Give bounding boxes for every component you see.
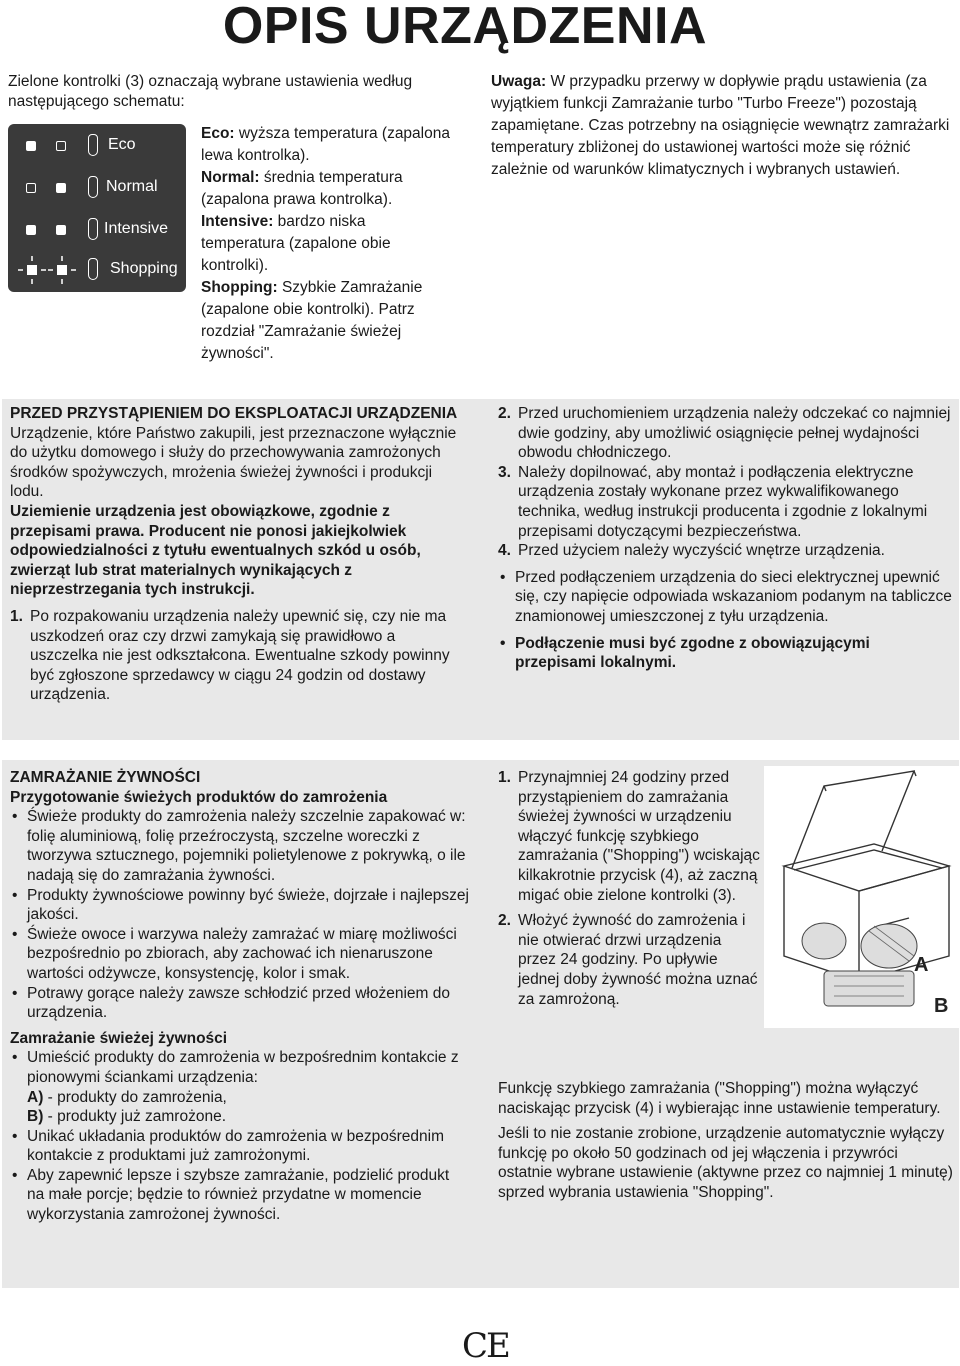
panel-row-intensive [8,210,186,250]
panel-mode-eco: Eco [108,136,136,153]
led-off-icon [56,141,66,151]
freezing-sub2: Zamrażanie świeżej żywności [10,1029,228,1047]
before-bullets [498,568,954,673]
mode-shopping: Shopping: Szybkie Zamrażanie (zapalone obie kontrolki). Patrz rozdział "Zamrażanie świeżej żywności". [201,279,423,362]
freezing-para-2: Jeśli to nie zostanie zrobione, urządzenie automatycznie wyłączy funkcję po około 50 godzinach od jej włączenia i przywróci ostatnie wybrane ustawienie (aktywne przez co najmniej 1 minutę) sprzed wybrania ustawienia "Shopping". [498,1125,953,1201]
panel-row-normal [8,168,186,208]
mode-eco: Eco: wyższa temperatura (zapalona lewa kontrolka). [201,125,450,164]
figure-label-a: A [914,954,929,976]
panel-mode-intensive: Intensive [104,220,169,237]
thermometer-icon [88,134,98,156]
section-before-use [2,399,959,740]
before-left-column [10,404,465,705]
mode-intensive: Intensive: bardzo niska temperatura (zapalone obie kontrolki). [201,213,391,274]
freezing-list-2 [10,1048,470,1224]
freezing-sub1: Przygotowanie świeżych produktów do zamrożenia [10,788,388,806]
before-step-3: 3. Należy dopilnować, aby montaż i podłączenia elektryczne urządzenia zostały wykonane przez wykwalifikowanego technika, według instrukcji producenta i zgodnie z lokalnymi przepisami dotyczącymi bezpieczeństwa. [498,463,928,540]
led-off-icon [26,183,36,193]
before-bold-text: Uziemienie urządzenia jest obowiązkowe, zgodnie z przepisami prawa. Producent nie ponosi jakiejkolwiek odpowiedzialności z tytułu ewentualnych szkód u osób, zwierząt lub strat materialnych wynikających z nieprzestrzegania tych instrukcji. [10,502,421,599]
freezing-step-1: 1. Przynajmniej 24 godziny przed przystąpieniem do zamrażania świeżej żywności w urządzeniu włączyć funkcję szybkiego zamrażania ("Shopping") wciskając kilkakrotnie przycisk (4), aż zaczną migać obie zielone kontrolki (3). [498,769,760,904]
before-heading: PRZED PRZYSTĄPIENIEM DO EKSPLOATACJI URZĄDZENIA [10,405,458,422]
freezing-list-1 [10,807,470,1023]
list-item: • Świeże produkty do zamrożenia należy szczelnie zapakować w: folię aluminiową, folię przeźroczystą, szczelne woreczki z tworzywa sztucznego, pojemniki polietylenowe z pokrywką, o ile nadają się do zamrażania żywności. [10,807,470,885]
list-item: • Umieścić produkty do zamrożenia w bezpośrednim kontakcie z pionowymi ściankami urządzenia: A) - produkty do zamrożenia, B) - produkty już zamrożone. [10,1048,470,1126]
before-step-4: 4. Przed użyciem należy wyczyścić wnętrze urządzenia. [498,542,885,560]
freezing-heading: ZAMRAŻANIE ŻYWNOŚCI [10,769,201,786]
before-bullet-1: • Przed podłączeniem urządzenia do sieci elektrycznej upewnić się, czy napięcie odpowiada wskazaniom podanym na tabliczce znamionowej umieszczonej z tyłu urządzenia. [498,568,954,627]
led-on-icon [26,225,36,235]
figure-label-b: B [934,995,949,1017]
list-item: • Aby zapewnić lepsze i szybsze zamrażanie, podzielić produkt na małe porcje; będzie to również przydatne w momencie wykorzystania zamrożonej żywności. [10,1166,470,1225]
panel-mode-shopping: Shopping [110,260,178,277]
freezing-right-paras [498,1079,954,1203]
panel-row-shopping [8,250,186,290]
panel-mode-normal: Normal [106,178,158,195]
panel-row-eco [8,126,186,166]
list-item: • Świeże owoce i warzywa należy zamrażać w miarę możliwości bezpośrednio po zbiorach, aby zachować ich nienaruszone wartości odżywcze, konsystencję, kolor i smak. [10,925,470,984]
before-para: Urządzenie, które Państwo zakupili, jest przeznaczone wyłącznie do użytku domowego i służy do przechowywania zamrożonych środków spożywczych, mrożenia świeżej żywności i produkcji lodu. [10,424,457,501]
uwaga-note: Uwaga: W przypadku przerwy w dopływie prądu ustawienia (za wyjątkiem funkcji Zamrażanie turbo "Turbo Freeze") pozostają zapamiętane. Czas potrzebny na osiągnięcie wewnątrz zamrażarki temperatury zbliżonej do ustawionej wartości może się różnić zależnie od warunków klimatycznych i wybranych ustawień. [491,73,950,178]
freezer-illustration [764,766,959,1028]
freezing-step-2: 2. Włożyć żywność do zamrożenia i nie otwierać drzwi urządzenia przez 24 godziny. Po upływie jednej doby żywność można uznać za zamrożoną. [498,912,758,1008]
before-step-1: 1. Po rozpakowaniu urządzenia należy upewnić się, czy nie ma uszkodzeń oraz czy drzwi zamykają się prawidłowo a uszczelka nie jest odkształcona. Ewentualne szkody powinny być zgłoszone sprzedawcy w ciągu 24 godzin od dostawy urządzenia. [10,607,450,704]
led-on-icon [56,183,66,193]
list-item: • Potrawy gorące należy zawsze schłodzić przed włożeniem do urządzenia. [10,984,470,1023]
led-on-icon [56,225,66,235]
intro-text: Zielone kontrolki (3) oznaczają wybrane ustawienia według następującego schematu: [8,73,413,110]
control-panel-illustration [8,124,186,292]
freezing-steps [498,768,760,1009]
thermometer-icon [88,258,98,280]
mode-descriptions [201,123,451,365]
before-bullet-2: • Podłączenie musi być zgodne z obowiązującymi przepisami lokalnymi. [498,634,954,673]
led-on-icon [26,141,36,151]
freezing-para-1: Funkcję szybkiego zamrażania ("Shopping") można wyłączyć naciskając przycisk (4) i wybierając inne ustawienie temperatury. [498,1080,941,1117]
blinking-leds-icon [14,254,84,286]
page-title: OPIS URZĄDZENIA [222,0,707,55]
thermometer-icon [88,218,98,240]
section-freezing [2,760,959,1288]
list-item: • Produkty żywnościowe powinny być świeże, dojrzałe i najlepszej jakości. [10,886,470,925]
thermometer-icon [88,176,98,198]
before-right-column [498,404,954,673]
before-step-2: 2. Przed uruchomieniem urządzenia należy odczekać co najmniej dwie godziny, aby umożliwić osiągnięcie pełnej wydajności obwodu chłodniczego. [498,405,951,462]
ce-mark-icon: CE [462,1326,509,1366]
freezing-left-column [10,768,470,1225]
mode-normal: Normal: średnia temperatura (zapalona prawa kontrolka). [201,169,403,208]
chest-freezer-image [764,766,959,1028]
list-item: • Unikać układania produktów do zamrożenia w bezpośrednim kontakcie z produktami już zamrożonymi. [10,1127,470,1166]
